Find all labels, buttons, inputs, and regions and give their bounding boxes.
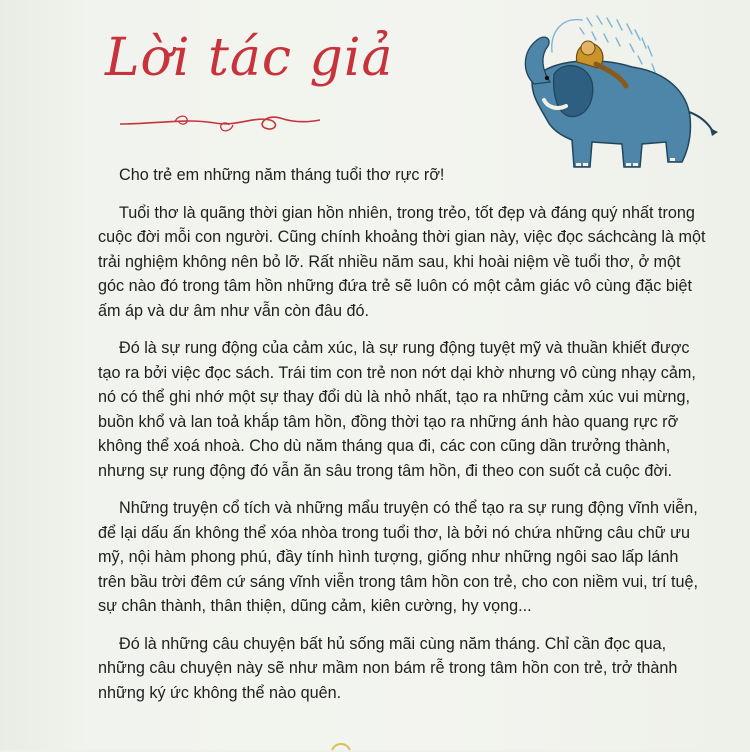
- paragraph-intro: Cho trẻ em những năm tháng tuổi thơ rực rỡ!: [119, 166, 445, 184]
- paragraph: Những truyện cổ tích và những mẩu truyện có thể tạo ra sự rung động vĩnh viễn, để lại dấu ấn không thể xóa nhòa trong tuổi thơ, là bởi nó chứa những câu chữ ưu mỹ, nội hàm phong phú, đầy tính hình tượng, giống như những ngôi sao lấp lánh trên bầu trời đêm cứ sáng vĩnh viễn trong tâm hồn con trẻ, cho con niềm vui, trí tuệ, sự chân thành, thân thiện, dũng cảm, kiên cường, hy vọng...: [98, 499, 699, 615]
- elephant-with-boy-icon: [492, 12, 727, 177]
- title-block: [95, 18, 394, 138]
- paragraph: Đó là những câu chuyện bất hủ sống mãi cùng năm tháng. Chỉ cần đọc qua, những câu chuyện này sẽ như mầm non bám rễ trong tâm hồn con trẻ, trở thành những ký ức không thể nào quên.: [98, 634, 678, 702]
- paragraph: Đó là sự rung động của cảm xúc, là sự rung động tuyệt mỹ và thuần khiết được tạo ra bởi việc đọc sách. Trái tim con trẻ non nớt dại khờ nhưng vô cùng nhạy cảm, nó có thể ghi nhớ một sự thay đổi dù là nhỏ nhất, tạo ra những cảm xúc vui mừng, buồn khổ và lan toả khắp tâm hồn, đồng thời tạo ra những ánh hào quang rực rỡ không thể xoá nhoà. Cho dù năm tháng qua đi, các con cũng dần trưởng thành, nhưng sự rung động đó vẫn ăn sâu trong tâm hồn, đi theo con suốt cả cuộc đời.: [98, 339, 696, 480]
- page-title: Lời tác giả: [105, 28, 394, 88]
- author-note-text: [98, 163, 708, 718]
- paragraph: Tuổi thơ là quãng thời gian hồn nhiên, trong trẻo, tốt đẹp và đáng quý nhất trong cuộc đời mỗi con người. Cũng chính khoảng thời gian này, việc đọc sáchcàng là một trải nghiệm không nên bỏ lỡ. Rất nhiều năm sau, khi hoài niệm về tuổi thơ, ở một góc nào đó trong tâm hồn những đứa trẻ sẽ luôn có một cảm giác vô cùng đặc biệt ấm áp và dư âm như vẫn còn đâu đó.: [98, 203, 706, 320]
- title-flourish-icon: [115, 108, 325, 138]
